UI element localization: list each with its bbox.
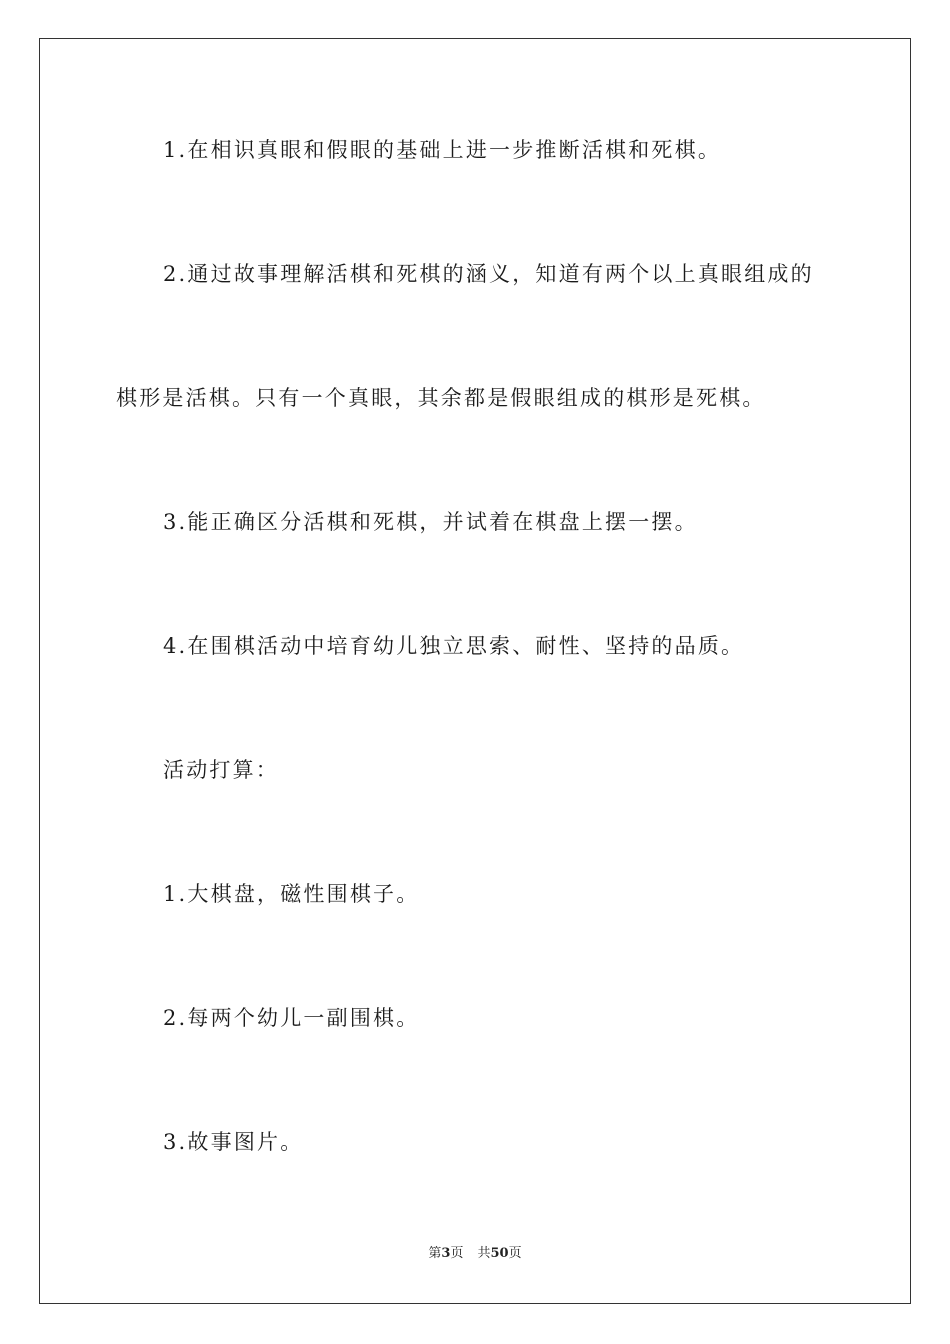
page-footer — [0, 1245, 950, 1263]
objective-1-text: 1.在相识真眼和假眼的基础上进一步推断活棋和死棋。 — [163, 138, 722, 162]
preparation-item-3: 3.故事图片。 — [163, 1130, 304, 1154]
objective-4-text: 4.在围棋活动中培育幼儿独立思索、耐性、坚持的品质。 — [163, 634, 745, 658]
total-suffix: 页 — [508, 1246, 522, 1261]
page-border — [39, 38, 911, 1304]
total-prefix: 共 — [477, 1246, 491, 1261]
total-pages: 50 — [490, 1246, 509, 1261]
objective-3-text: 3.能正确区分活棋和死棋，并试着在棋盘上摆一摆。 — [163, 510, 698, 534]
page-suffix: 页 — [450, 1246, 464, 1261]
preparation-item-1: 1.大棋盘，磁性围棋子。 — [163, 882, 420, 906]
page-prefix: 第 — [428, 1246, 442, 1261]
preparation-item-2: 2.每两个幼儿一副围棋。 — [163, 1006, 420, 1030]
objective-2-text-line-2: 棋形是活棋。只有一个真眼，其余都是假眼组成的棋形是死棋。 — [116, 386, 766, 410]
page-number: 3 — [441, 1246, 451, 1261]
preparation-heading: 活动打算： — [163, 758, 279, 782]
objective-2-text-line-1: 2.通过故事理解活棋和死棋的涵义，知道有两个以上真眼组成的 — [163, 262, 814, 286]
